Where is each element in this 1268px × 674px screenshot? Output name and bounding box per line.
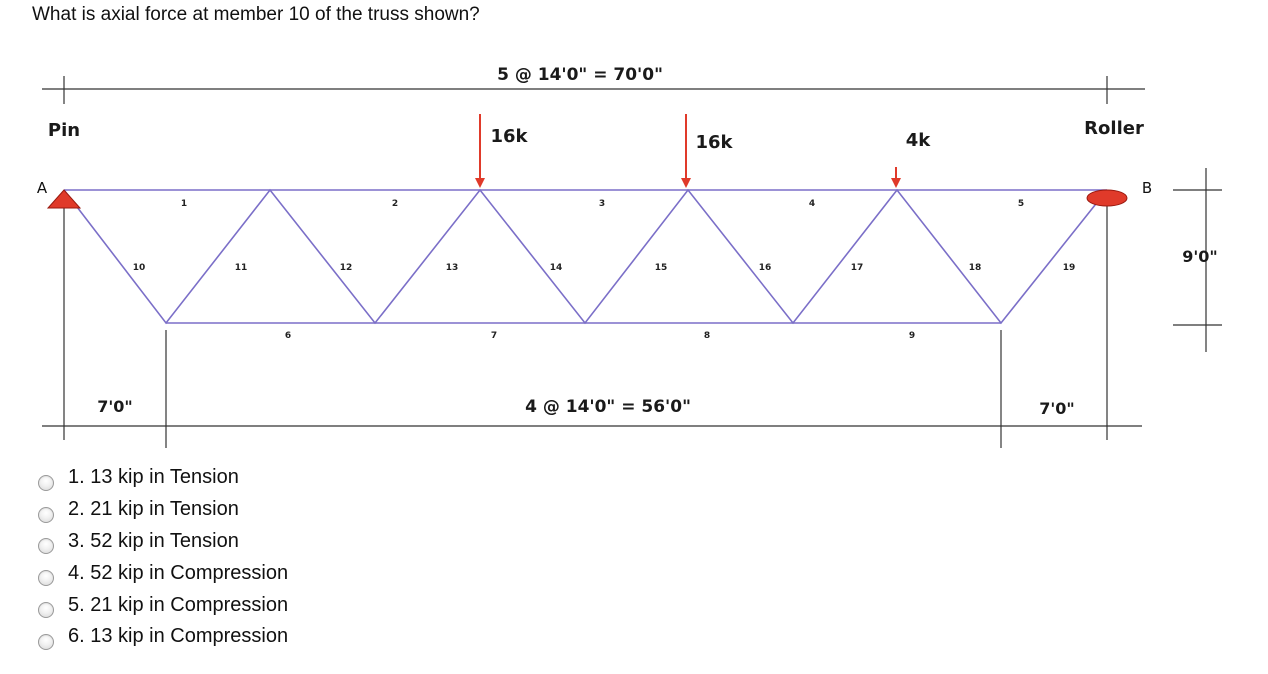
span-top-label: 5 @ 14'0" = 70'0" [497,65,663,85]
load-arrow-icon [891,167,901,188]
answer-option-label: 5. 21 kip in Compression [68,593,289,616]
member-label-17: 17 [850,263,864,273]
answer-option[interactable] [38,462,288,494]
load-arrow-icon [681,114,691,188]
right-offset-label: 7'0" [1039,399,1075,418]
member-label-15: 15 [654,263,668,273]
member-label-3: 3 [598,199,606,209]
answer-option-label: 6. 13 kip in Compression [68,625,289,648]
answer-option-label: 4. 52 kip in Compression [68,561,289,584]
load-label-3: 4k [905,130,931,151]
answer-option[interactable] [38,589,288,621]
member-label-6: 6 [284,331,292,341]
member-label-1: 1 [180,199,188,209]
radio-button[interactable] [38,475,54,491]
member-label-11: 11 [234,263,248,273]
radio-button[interactable] [38,570,54,586]
load-label-1: 16k [490,126,528,147]
member-label-2: 2 [391,199,399,209]
member-labels [133,199,1076,341]
member-label-5: 5 [1017,199,1025,209]
member-label-12: 12 [339,263,353,273]
pin-label: Pin [47,120,81,141]
answer-option[interactable] [38,494,288,526]
load-label-2: 16k [695,132,733,153]
member-label-19: 19 [1062,263,1076,273]
question-text: What is axial force at member 10 of the truss shown? [32,4,480,25]
load-arrow-icon [475,114,485,188]
answer-option-label: 2. 21 kip in Tension [68,498,239,521]
member-label-10: 10 [132,263,146,273]
height-label: 9'0" [1182,247,1218,266]
radio-button[interactable] [38,507,54,523]
member-label-13: 13 [445,263,459,273]
member-label-4: 4 [808,199,816,209]
member-label-16: 16 [758,263,772,273]
node-b-label: B [1141,179,1153,197]
left-offset-label: 7'0" [97,397,133,416]
member-label-9: 9 [908,331,916,341]
roller-support-icon [1087,190,1127,206]
radio-button[interactable] [38,538,54,554]
roller-label: Roller [1084,118,1144,139]
answer-option-label: 3. 52 kip in Tension [68,529,239,552]
radio-button[interactable] [38,634,54,650]
member-label-14: 14 [549,263,563,273]
member-label-7: 7 [490,331,498,341]
answer-option-label: 1. 13 kip in Tension [68,466,239,489]
member-label-18: 18 [968,263,982,273]
member-label-8: 8 [703,331,711,341]
answer-option[interactable] [38,621,288,653]
span-bottom-label: 4 @ 14'0" = 56'0" [525,397,691,417]
answer-option[interactable] [38,557,288,589]
web-diagonals [64,190,1107,323]
load-arrows [475,114,901,188]
node-a-label: A [36,179,48,197]
pin-support-icon [48,190,80,208]
answer-option[interactable] [38,526,288,558]
truss-members [64,190,1107,323]
radio-button[interactable] [38,602,54,618]
answer-options [38,462,288,653]
